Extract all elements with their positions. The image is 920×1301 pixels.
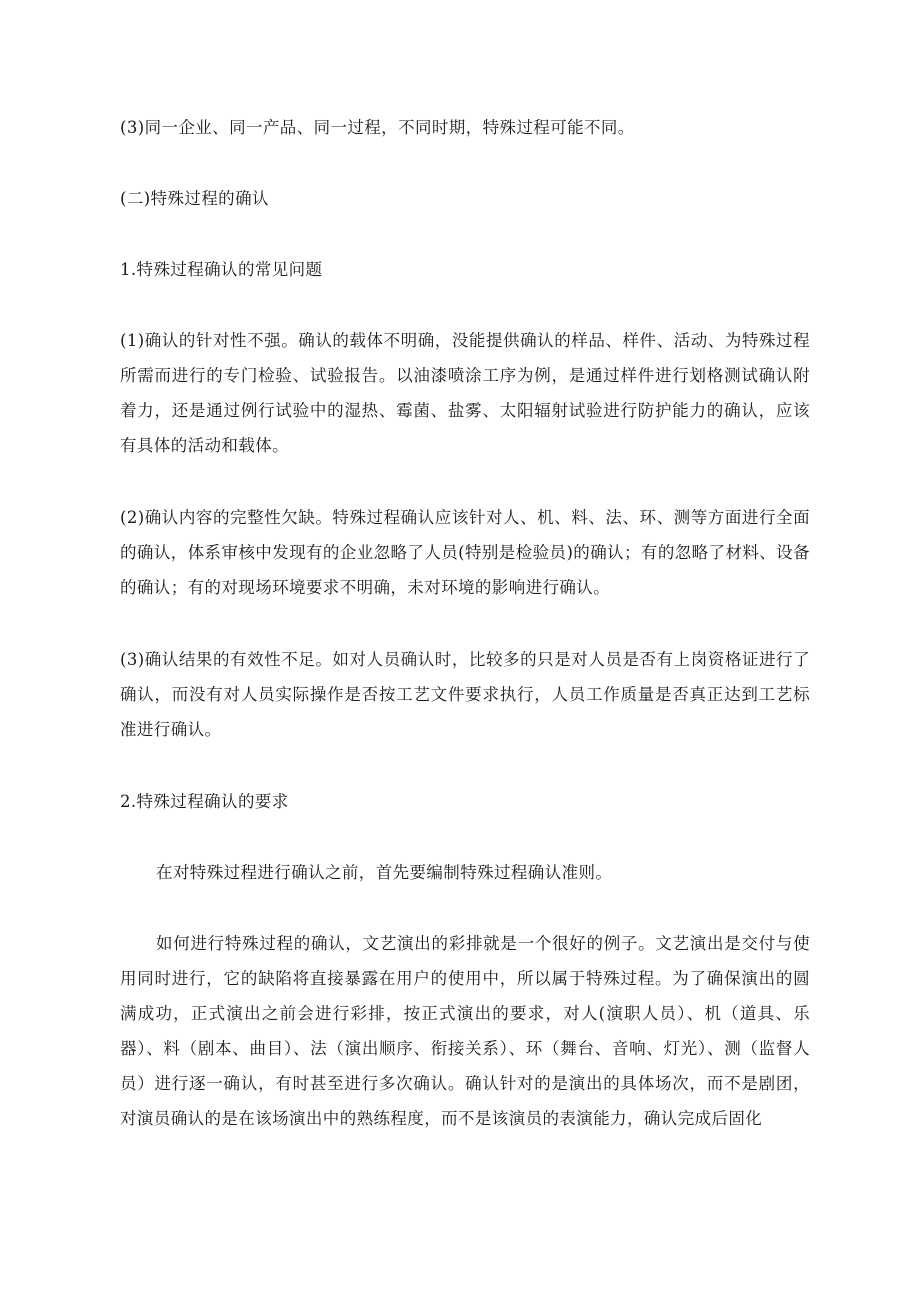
- subheading-common-problems: 1.特殊过程确认的常见问题: [120, 260, 323, 279]
- paragraph-problem-2: (2)确认内容的完整性欠缺。特殊过程确认应该针对人、机、料、法、环、测等方面进行全面的确认，体系审核中发现有的企业忽略了人员(特别是检验员)的确认；有的忽略了材料、设备的确认；有的对现场环境要求不明确，未对环境的影响进行确认。: [120, 508, 810, 597]
- paragraph-problem-1: (1)确认的针对性不强。确认的载体不明确，没能提供确认的样品、样件、活动、为特殊过程所需而进行的专门检验、试验报告。以油漆喷涂工序为例，是通过样件进行划格测试确认附着力，还是通过例行试验中的湿热、霉菌、盐雾、太阳辐射试验进行防护能力的确认，应该有具体的活动和载体。: [120, 331, 810, 455]
- paragraph-problem-3: (3)确认结果的有效性不足。如对人员确认时，比较多的只是对人员是否有上岗资格证进行了确认，而没有对人员实际操作是否按工艺文件要求执行，人员工作质量是否真正达到工艺标准进行确认。: [120, 650, 810, 739]
- paragraph-requirements-intro: 在对特殊过程进行确认之前，首先要编制特殊过程确认准则。: [156, 863, 613, 882]
- paragraph-rehearsal-example: 如何进行特殊过程的确认，文艺演出的彩排就是一个很好的例子。文艺演出是交付与使用同时进行，它的缺陷将直接暴露在用户的使用中，所以属于特殊过程。为了确保演出的圆满成功，正式演出之前会进行彩排，按正式演出的要求，对人(演职人员）、机（道具、乐器）、料（剧本、曲目）、法（演出顺序、衔接关系）、环（舞台、音响、灯光）、测（监督人员）进行逐一确认，有时甚至进行多次确认。确认针对的是演出的具体场次，而不是剧团，对演员确认的是在该场演出中的熟练程度，而不是该演员的表演能力，确认完成后固化: [120, 934, 810, 1128]
- paragraph-same-enterprise-note: (3)同一企业、同一产品、同一过程，不同时期，特殊过程可能不同。: [120, 118, 635, 137]
- subheading-requirements: 2.特殊过程确认的要求: [120, 792, 289, 811]
- section-heading-confirmation: (二)特殊过程的确认: [120, 189, 269, 208]
